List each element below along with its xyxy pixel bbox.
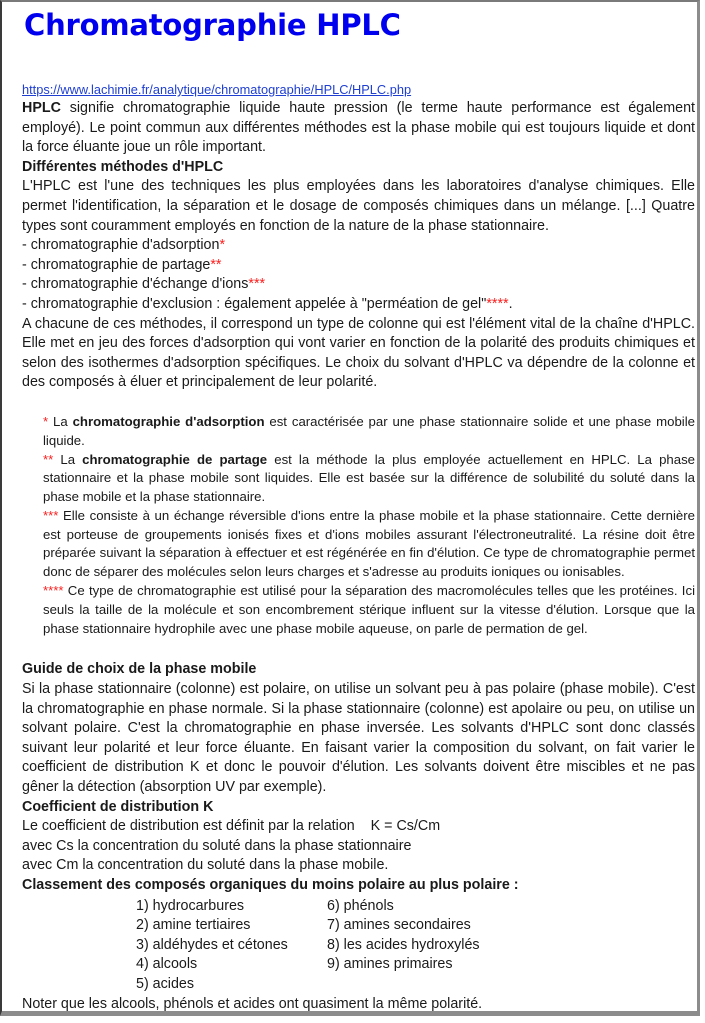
list-item: 4) alcools [136, 956, 198, 973]
methods-closing-paragraph: A chacune de ces méthodes, il correspond un type de colonne qui est l'élément vital de la chaîne d'HPLC. Elle met en jeu des forces d'adsorption qui vont varier en fonction de la polarité des produits chimiques et selon des isothermes d'adsorption spécifiques. Le choix du solvant d'HPLC va dépendre de la colonne et des composés à éluer et principalement de leur polarité. [22, 315, 695, 391]
document-body [22, 80, 695, 1014]
footnote-bold-term: chromatographie d'adsorption [72, 413, 265, 429]
footnote-marker: ** [210, 256, 222, 273]
spacer [22, 393, 695, 413]
footnote-marker: ** [43, 451, 54, 467]
intro-bold-lead: HPLC [22, 100, 61, 116]
footnote-2 [43, 451, 695, 507]
footnote-pre: La [48, 413, 73, 429]
methods-heading: Différentes méthodes d'HPLC [22, 158, 224, 175]
list-item: 1) hydrocarbures [136, 897, 245, 914]
footnote-marker: **** [486, 295, 509, 312]
intro-text: signifie chromatographie liquide haute pression (le terme haute performance est également employé). Le point commun aux différentes méthodes est la phase mobile qui est toujours liquide et dont la force éluante joue un rôle important. [22, 100, 695, 156]
footnote-3 [43, 507, 695, 582]
ranking-note: Noter que les alcools, phénols et acides ont quasiment la même polarité. [22, 995, 483, 1012]
footnote-text: Ce type de chromatographie est utilisé pour la séparation des macromolécules telles que les protéines. Ici seuls la taille de la molécule et son encombrement stérique influent sur la vitesse d'élution. Lorsque que la phase stationnaire hydrophile avec une phase mobile aqueuse, on parle de permation de gel. [43, 583, 695, 636]
footnote-text: est caractérisée par une phase stationnaire solide et une phase mobile liquide. [43, 413, 695, 448]
coefficient-line-2: avec Cs la concentration du soluté dans la phase stationnaire [22, 837, 412, 854]
coefficient-heading: Coefficient de distribution K [22, 798, 214, 815]
ranking-column-2 [327, 897, 480, 975]
list-item: 7) amines secondaires [327, 917, 471, 934]
list-item: 8) les acides hydroxylés [327, 936, 480, 953]
ranking-heading: Classement des composés organiques du moins polaire au plus polaire : [22, 877, 519, 893]
method-label: - chromatographie de partage [22, 256, 211, 273]
page-title: Chromatographie HPLC [24, 8, 401, 42]
footnote-text: est la méthode la plus employée actuellement en HPLC. La phase stationnaire et la phase mobile sont liquides. Elle est basée sur la différence de solubilité du soluté dans la phase mobile et la phase stationnaire. [43, 451, 696, 505]
method-item-echange-ions [22, 275, 695, 295]
coefficient-line-3: avec Cm la concentration du soluté dans la phase mobile. [22, 857, 389, 874]
footnotes-block [43, 413, 695, 639]
method-item-partage [22, 256, 695, 276]
ranking-column-1 [136, 897, 288, 995]
guide-paragraph: Si la phase stationnaire (colonne) est polaire, on utilise un solvant peu à pas polaire (phase mobile). C'est la chromatographie en phase normale. Si la phase stationnaire (colonne) est apolaire ou peu, on utilise un solvant polaire. C'est la chromatographie en phase inversée. Les solvants d'HPLC sont donc classés suivant leur polarité et leur force éluante. En faisant varier la composition du solvant, on fait varier le coefficient de distribution K et donc le pouvoir d'élution. Les solvants doivent être miscibles et ne pas gêner la détection (absorption UV par exemple). [22, 681, 695, 796]
list-item: 9) amines primaires [327, 956, 453, 973]
footnote-4 [43, 582, 695, 638]
method-item-exclusion [22, 295, 695, 315]
footnote-text: Elle consiste à un échange réversible d'ions entre la phase mobile et la phase stationnaire. Cette dernière est porteuse de groupements ionisés fixes et d'ions mobiles assurant l'électroneutralité. La résine doit être préparée suivant la séparation à effectuer et est régénérée en fin d'élution. Ce type de chromatographie permet donc de séparer des molécules selon leurs charges et s'adresse au produits ioniques ou ionisables. [43, 507, 695, 580]
footnote-marker: **** [43, 583, 64, 599]
intro-paragraph [22, 99, 695, 158]
method-label: - chromatographie d'échange d'ions [22, 276, 249, 293]
method-suffix: . [508, 295, 513, 312]
polarity-ranking-list [22, 897, 695, 995]
footnote-marker: *** [43, 507, 59, 523]
footnote-bold-term: chromatographie de partage [82, 451, 268, 467]
footnote-marker: * [43, 413, 49, 429]
footnote-1 [43, 413, 695, 451]
method-label: - chromatographie d'adsorption [22, 237, 220, 254]
list-item: 2) amine tertiaires [136, 917, 251, 934]
footnote-pre: La [53, 451, 83, 467]
list-item: 6) phénols [327, 897, 394, 914]
guide-heading: Guide de choix de la phase mobile [22, 661, 257, 678]
method-item-adsorption [22, 236, 695, 256]
list-item: 5) acides [136, 975, 195, 992]
source-link[interactable]: https://www.lachimie.fr/analytique/chromatographie/HPLC/HPLC.php [22, 82, 412, 97]
methods-paragraph: L'HPLC est l'une des techniques les plus employées dans les laboratoires d'analyse chimiques. Elle permet l'identification, la séparation et le dosage de composés chimiques dans un mélange. [...] Quatre types sont couramment employés en fonction de la nature de la phase stationnaire. [22, 178, 695, 234]
footnote-marker: *** [248, 276, 266, 293]
coefficient-line-1: Le coefficient de distribution est définit par la relation K = Cs/Cm [22, 818, 441, 835]
list-item: 3) aldéhydes et cétones [136, 936, 288, 953]
method-label: - chromatographie d'exclusion : également appelée à "perméation de gel" [22, 295, 487, 312]
footnote-marker: * [219, 237, 226, 254]
spacer [22, 638, 695, 660]
